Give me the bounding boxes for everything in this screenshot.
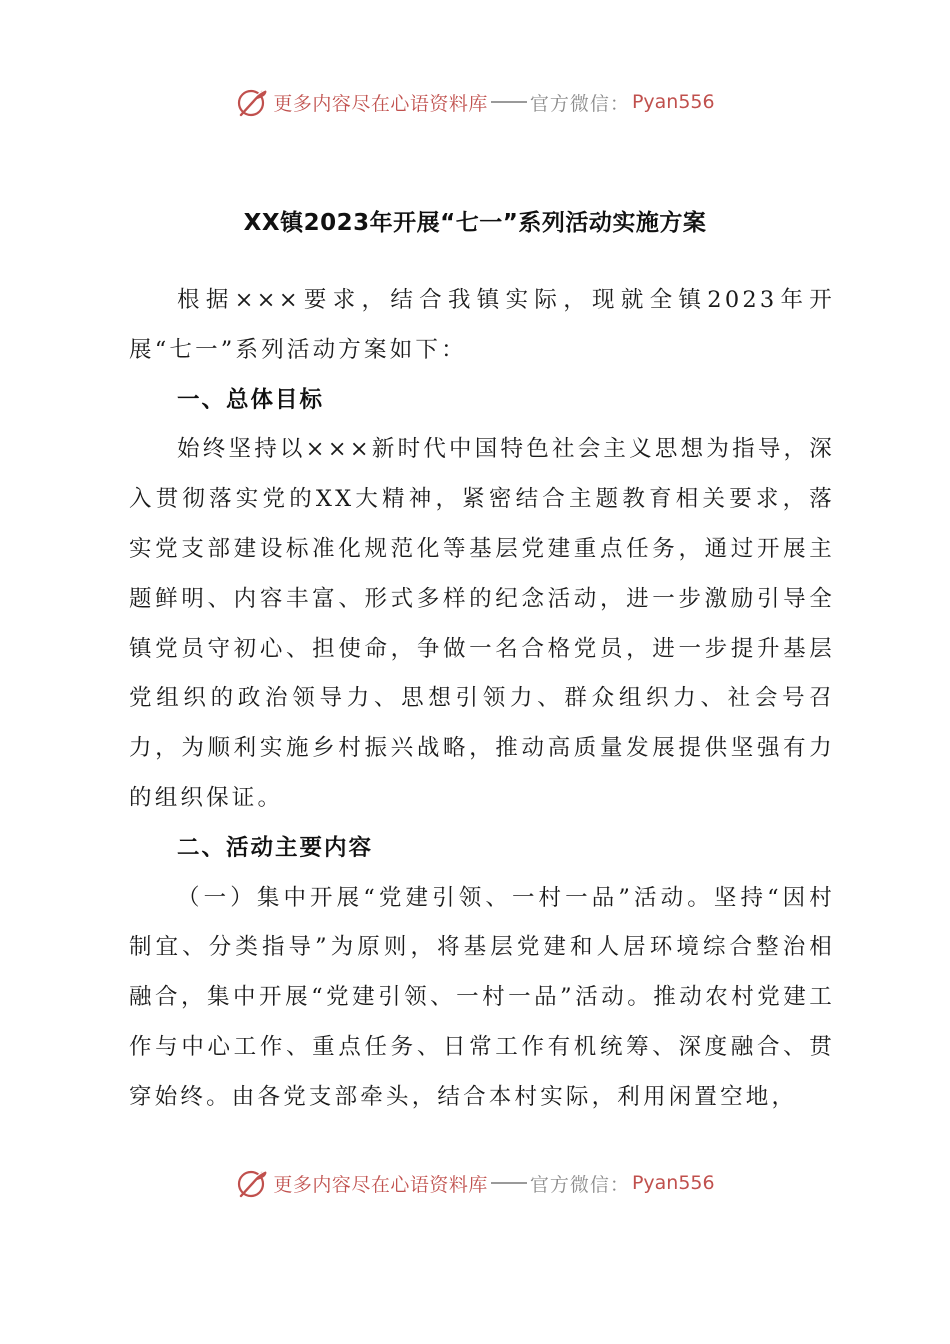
document-title: XX镇2023年开展“七一”系列活动实施方案	[243, 210, 707, 236]
watermark-sub-text: 官方微信：	[529, 1173, 630, 1196]
watermark-wechat-id: Pyan556	[631, 1172, 715, 1194]
section-2-heading: 二、活动主要内容	[177, 834, 374, 861]
quill-pen-logo-icon	[235, 1166, 269, 1200]
watermark-banner-bottom	[0, 1161, 950, 1205]
section-1-paragraph: 始终坚持以×××新时代中国特色社会主义思想为指导，深入贯彻落实党的XX大精神，紧密结合主题教育相关要求，落实党支部建设标准化规范化等基层党建重点任务，通过开展主题鲜明、内容丰富、形式多样的纪念活动，进一步激励引导全镇党员守初心、担使命，争做一名合格党员，进一步提升基层党组织的政治领导力、思想引领力、群众组织力、社会号召力，为顺利实施乡村振兴战略，推动高质量发展提供坚强有力的组织保证。	[129, 436, 835, 811]
quill-pen-logo-icon	[235, 85, 269, 119]
watermark-main-text: 更多内容尽在心语资料库	[273, 92, 488, 115]
watermark-sub-text: 官方微信：	[529, 92, 630, 115]
watermark-dash	[491, 1182, 527, 1184]
section-2-paragraph: （一）集中开展“党建引领、一村一品”活动。坚持“因村制宜、分类指导”为原则，将基层党建和人居环境综合整治相融合，集中开展“党建引领、一村一品”活动。推动农村党建工作与中心工作、重点任务、日常工作有机统筹、深度融合、贯穿始终。由各党支部牵头，结合本村实际，利用闲置空地，	[129, 884, 835, 1110]
intro-paragraph: 根据×××要求，结合我镇实际，现就全镇2023年开展“七一”系列活动方案如下：	[129, 287, 835, 363]
watermark-wechat-id: Pyan556	[631, 91, 715, 113]
watermark-dash	[491, 101, 527, 103]
section-1-heading: 一、总体目标	[177, 386, 325, 413]
watermark-main-text: 更多内容尽在心语资料库	[273, 1173, 488, 1196]
watermark-banner-top	[0, 80, 950, 124]
document-body	[129, 276, 835, 1123]
